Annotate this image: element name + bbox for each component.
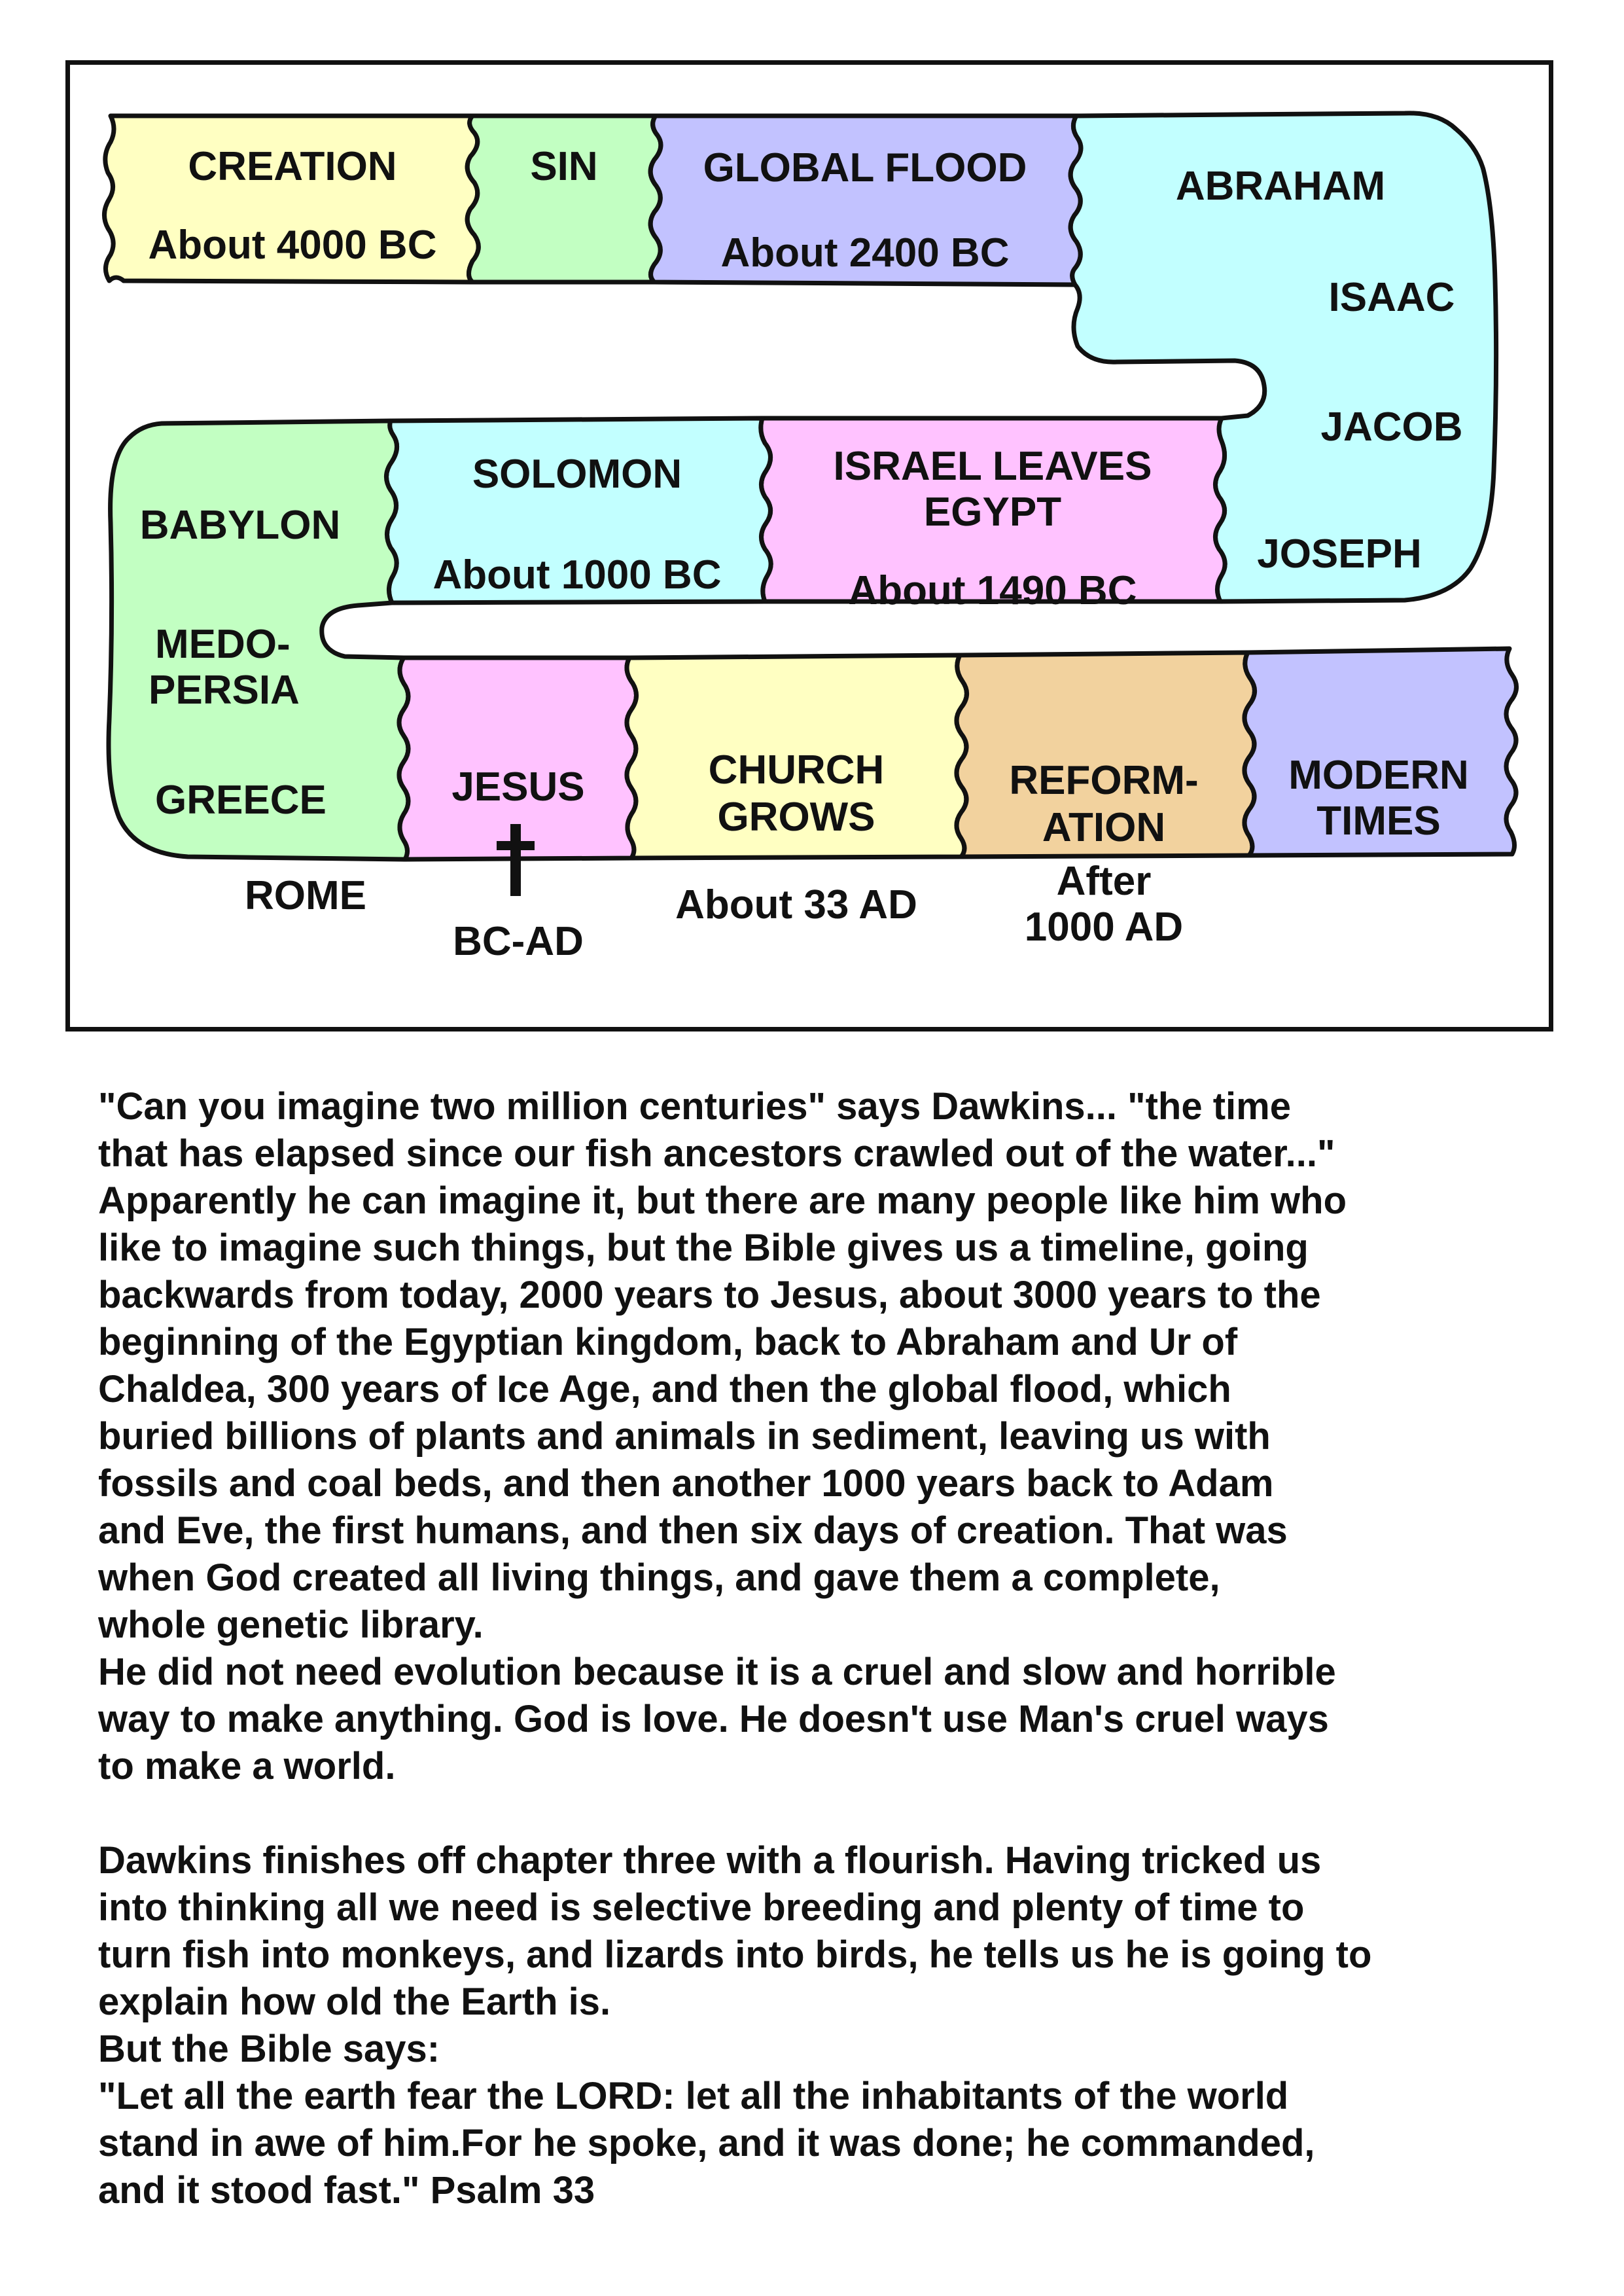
rome-label: ROME: [245, 873, 366, 918]
reformation-date-1: After: [1056, 859, 1152, 904]
global-flood-title: GLOBAL FLOOD: [703, 145, 1027, 190]
medo-persia-label-2: PERSIA: [149, 668, 300, 713]
article-text: [98, 1083, 1538, 2214]
global-flood-date: About 2400 BC: [720, 230, 1010, 276]
isaac-label: ISAAC: [1328, 275, 1455, 320]
joseph-label: JOSEPH: [1257, 531, 1422, 577]
jacob-label: JACOB: [1320, 404, 1463, 450]
sin-title: SIN: [530, 144, 598, 189]
modern-times-title-2: TIMES: [1316, 798, 1441, 844]
solomon-title: SOLOMON: [472, 452, 682, 497]
jesus-era: BC-AD: [453, 919, 584, 964]
reformation-title-2: ATION: [1042, 805, 1166, 850]
modern-times-title-1: MODERN: [1288, 753, 1469, 798]
israel-leaves-egypt-title-2: EGYPT: [923, 490, 1062, 535]
cross-icon: [489, 824, 541, 896]
sin-segment: [467, 116, 661, 282]
israel-leaves-egypt-date: About 1490 BC: [848, 568, 1137, 613]
creation-date: About 4000 BC: [148, 223, 437, 268]
psalm-quote: "Let all the earth fear the LORD: let all the inhabitants of the world stand in awe of him.For he spoke, and it was done; he commanded, and it stood fast." Psalm 33: [98, 2075, 1315, 2212]
abraham-label: ABRAHAM: [1175, 164, 1386, 209]
babylon-label: BABYLON: [139, 503, 341, 548]
creation-title: CREATION: [188, 144, 397, 189]
medo-persia-label-1: MEDO-: [155, 622, 291, 667]
reformation-title-1: REFORM-: [1009, 758, 1199, 803]
jesus-title: JESUS: [451, 764, 585, 810]
paragraph-dawkins-centuries: "Can you imagine two million centuries" says Dawkins... "the time that has elapsed since our fish ancestors crawled out of the water..." Apparently he can imagine it, but there are many people like him who like to imagine such things, but the Bible gives us a timeline, going backwards from today, 2000 years to Jesus, about 3000 years to the beginning of the Egyptian kingdom, back to Abraham and Ur of Chaldea, 300 years of Ice Age, and then the global flood, which buried billions of plants and animals in sediment, leaving us with fossils and coal beds, and then another 1000 years back to Adam and Eve, the first humans, and then six days of creation. That was when God created all living things, and gave them a complete, whole genetic library.: [98, 1085, 1347, 1646]
reformation-date-2: 1000 AD: [1024, 905, 1184, 950]
church-grows-date: About 33 AD: [675, 882, 917, 927]
timeline-board: [65, 60, 1553, 1031]
bible-intro: But the Bible says:: [98, 2028, 440, 2070]
church-grows-title-1: CHURCH: [708, 747, 885, 793]
paragraph-chapter-three: Dawkins finishes off chapter three with a flourish. Having tricked us into thinking all we need is selective breeding and plenty of time to turn fish into monkeys, and lizards into birds, he tells us he is going to explain how old the Earth is.: [98, 1839, 1372, 2023]
solomon-date: About 1000 BC: [432, 552, 722, 598]
paragraph-evolution-cruel: He did not need evolution because it is a cruel and slow and horrible way to make anything. God is love. He doesn't use Man's cruel ways to make a world.: [98, 1651, 1336, 1787]
greece-label: GREECE: [155, 778, 327, 823]
israel-leaves-egypt-title-1: ISRAEL LEAVES: [833, 444, 1152, 489]
church-grows-title-2: GROWS: [717, 795, 875, 840]
